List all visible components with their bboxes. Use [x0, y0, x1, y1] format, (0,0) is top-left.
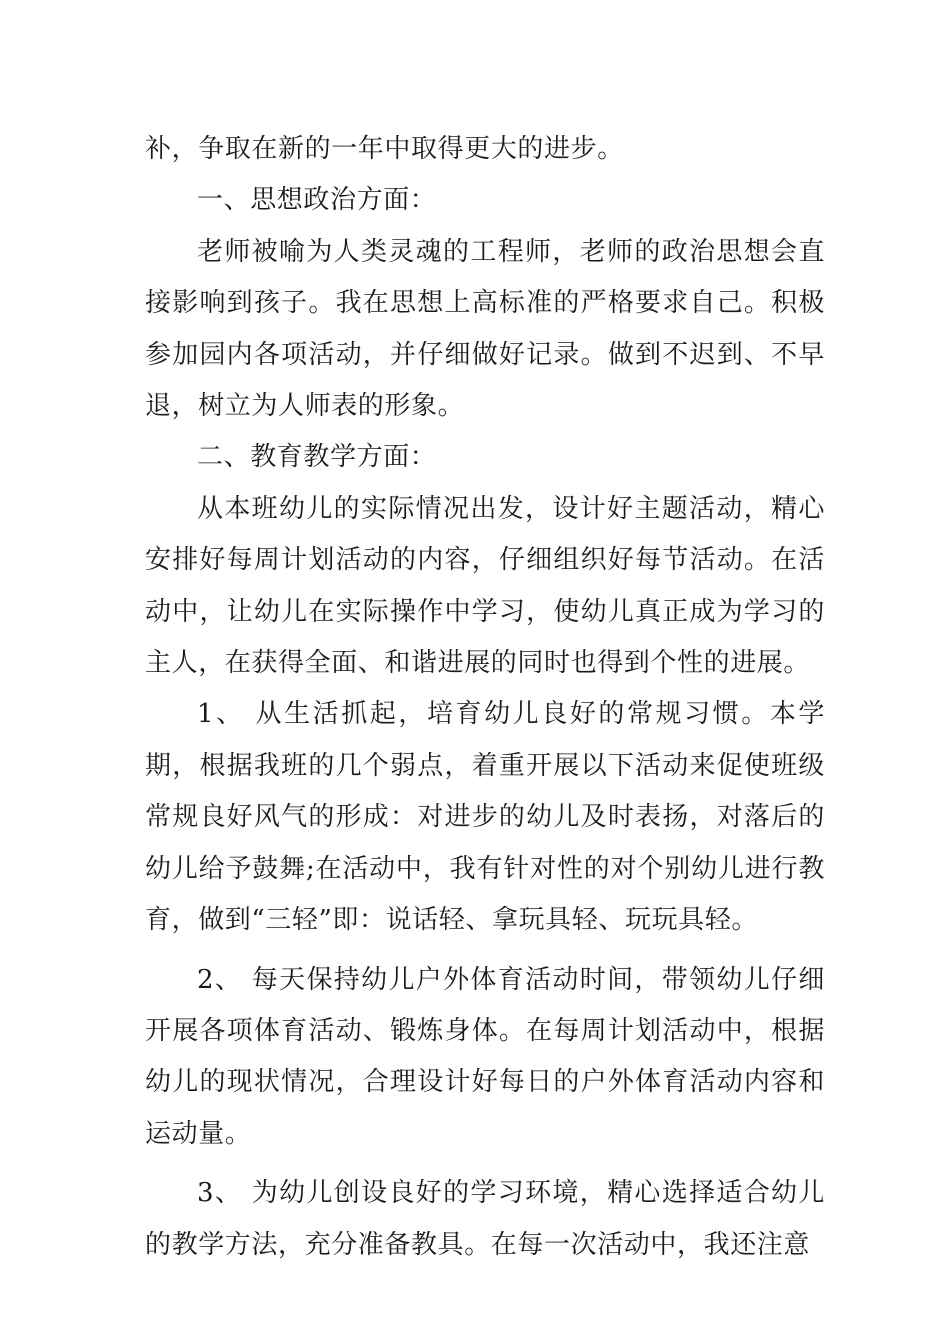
paragraph-political: 老师被喻为人类灵魂的工程师，老师的政治思想会直接影响到孩子。我在思想上高标准的严格要求自己。积极参加园内各项活动，并仔细做好记录。做到不迟到、不早退，树立为人师表的形象。 — [145, 236, 825, 422]
paragraph-teaching: 从本班幼儿的实际情况出发，设计好主题活动，精心安排好每周计划活动的内容，仔细组织好每节活动。在活动中，让幼儿在实际操作中学习，使幼儿真正成为学习的主人，在获得全面、和谐进展的同时也得到个性的进展。 — [145, 493, 825, 679]
section-heading-political: 一、思想政治方面： — [197, 185, 437, 216]
list-item-1: 1、 从生活抓起，培育幼儿良好的常规习惯。本学期，根据我班的几个弱点，着重开展以下活动来促使班级常规良好风气的形成：对进步的幼儿及时表扬，对落后的幼儿给予鼓舞;在活动中，我有针对性的对个别幼儿进行教育，做到“三轻”即：说话轻、拿玩具轻、玩玩具轻。 — [145, 699, 825, 936]
document-body — [145, 124, 825, 1271]
list-item-3: 3、 为幼儿创设良好的学习环境，精心选择适合幼儿的教学方法，充分准备教具。在每一次活动中，我还注意 — [145, 1178, 825, 1260]
list-item-2: 2、 每天保持幼儿户外体育活动时间，带领幼儿仔细开展各项体育活动、锻炼身体。在每周计划活动中，根据幼儿的现状情况，合理设计好每日的户外体育活动内容和运动量。 — [145, 964, 825, 1149]
paragraph-continuation: 补，争取在新的一年中取得更大的进步。 — [145, 134, 624, 164]
section-heading-teaching: 二、教育教学方面： — [197, 442, 437, 473]
